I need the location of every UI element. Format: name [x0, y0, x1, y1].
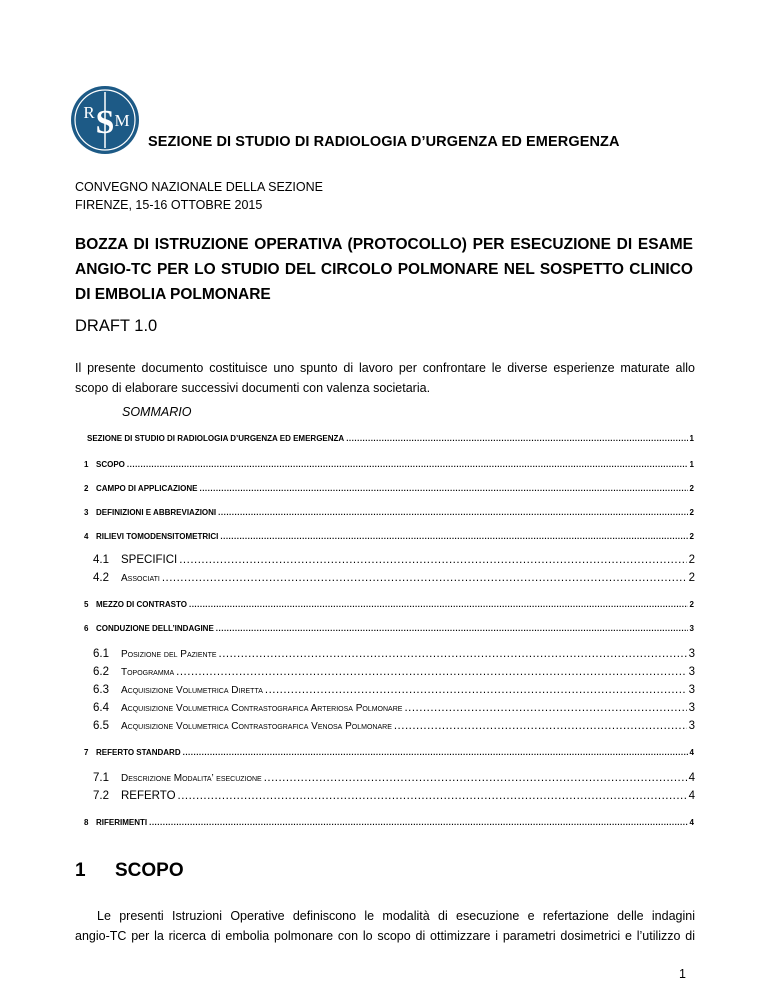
toc-entry-number: 7 — [84, 748, 89, 757]
toc-entry-number: 3 — [84, 508, 89, 517]
body-line: Le presenti Istruzioni Operative definiscono le modalità di esecuzione e refertazione delle indagini — [97, 909, 695, 923]
toc-entry-label: SCOPO — [96, 460, 125, 469]
toc-entry[interactable] — [87, 434, 694, 443]
toc-leader-dots — [264, 772, 687, 784]
toc-entry-label: Descrizione Modalita’ esecuzione — [121, 773, 262, 784]
svg-text:M: M — [114, 111, 130, 130]
toc-entry-page: 3 — [688, 684, 695, 696]
toc-subentry[interactable] — [93, 720, 695, 732]
toc-entry-label: RIFERIMENTI — [96, 818, 148, 827]
toc-subentry[interactable] — [93, 572, 695, 584]
toc-entry-page: 2 — [689, 508, 694, 517]
toc-entry-label: DEFINIZIONI E ABBREVIAZIONI — [96, 508, 217, 517]
toc-leader-dots — [394, 720, 687, 732]
toc-entry[interactable] — [84, 508, 694, 517]
toc-entry-page: 3 — [688, 648, 695, 660]
draft-version: DRAFT 1.0 — [75, 317, 158, 335]
svg-text:R: R — [83, 103, 95, 122]
toc-subentry[interactable] — [93, 554, 695, 566]
sommario-heading: SOMMARIO — [122, 405, 192, 419]
toc-entry-number: 2 — [84, 484, 89, 493]
toc-entry-number: 1 — [84, 460, 89, 469]
toc-leader-dots — [346, 434, 687, 443]
toc-entry-number: 6 — [84, 624, 89, 633]
toc-leader-dots — [179, 554, 686, 566]
toc-entry-label: Associati — [121, 573, 160, 584]
document-title-line: DI EMBOLIA POLMONARE — [75, 286, 271, 303]
toc-entry-number: 6.5 — [93, 720, 109, 732]
toc-entry-label: REFERTO STANDARD — [96, 748, 181, 757]
toc-entry-page: 4 — [689, 748, 694, 757]
convegno-line: CONVEGNO NAZIONALE DELLA SEZIONE — [75, 180, 323, 194]
toc-entry-page: 1 — [689, 434, 694, 443]
toc-entry[interactable] — [84, 818, 694, 827]
section-title: SEZIONE DI STUDIO DI RADIOLOGIA D’URGENZA ED EMERGENZA — [148, 134, 620, 150]
toc-entry-page: 3 — [688, 702, 695, 714]
toc-subentry[interactable] — [93, 666, 695, 678]
toc-leader-dots — [404, 702, 686, 714]
toc-entry[interactable] — [84, 600, 694, 609]
toc-entry-label: Topogramma — [121, 667, 175, 678]
toc-leader-dots — [265, 684, 687, 696]
toc-entry-label: CONDUZIONE DELL’INDAGINE — [96, 624, 214, 633]
toc-entry[interactable] — [84, 460, 694, 469]
toc-leader-dots — [178, 790, 687, 802]
toc-leader-dots — [183, 748, 688, 757]
toc-entry[interactable] — [84, 748, 694, 757]
toc-subentry[interactable] — [93, 648, 695, 660]
toc-leader-dots — [176, 666, 686, 678]
toc-entry-page: 1 — [689, 460, 694, 469]
toc-leader-dots — [220, 532, 687, 541]
toc-entry-number: 7.1 — [93, 772, 109, 784]
scopo-paragraph — [75, 906, 695, 946]
toc-entry-label: MEZZO DI CONTRASTO — [96, 600, 187, 609]
toc-entry[interactable] — [84, 484, 694, 493]
section-heading-text: SCOPO — [115, 860, 184, 881]
toc-entry-page: 4 — [688, 772, 695, 784]
toc-entry-label: REFERTO — [121, 790, 176, 802]
page-number: 1 — [679, 967, 686, 981]
toc-entry-label: RILIEVI TOMODENSITOMETRICI — [96, 532, 219, 541]
toc-entry-number: 8 — [84, 818, 89, 827]
toc-leader-dots — [219, 648, 687, 660]
toc-entry-number: 4 — [84, 532, 89, 541]
toc-entry-label: SEZIONE DI STUDIO DI RADIOLOGIA D’URGENZA ED EMERGENZA — [87, 434, 345, 443]
toc-entry-number: 6.2 — [93, 666, 109, 678]
toc-entry-page: 4 — [689, 818, 694, 827]
toc-entry[interactable] — [84, 532, 694, 541]
section-number: 1 — [75, 860, 86, 881]
toc-entry-page: 2 — [688, 572, 695, 584]
toc-entry-page: 3 — [688, 720, 695, 732]
toc-leader-dots — [149, 818, 687, 827]
toc-subentry[interactable] — [93, 790, 695, 802]
toc-subentry[interactable] — [93, 702, 695, 714]
toc-leader-dots — [162, 572, 687, 584]
toc-entry-number: 4.2 — [93, 572, 109, 584]
svg-text:S: S — [95, 104, 115, 141]
toc-entry-number: 6.4 — [93, 702, 109, 714]
toc-entry-label: Acquisizione Volumetrica Contrastografica Arteriosa Polmonare — [121, 703, 403, 714]
toc-leader-dots — [216, 624, 688, 633]
document-title-line: ANGIO-TC PER LO STUDIO DEL CIRCOLO POLMONARE NEL SOSPETTO CLINICO — [75, 261, 693, 278]
toc-entry-label: SPECIFICI — [121, 554, 178, 566]
toc-entry-number: 7.2 — [93, 790, 109, 802]
toc-entry-page: 3 — [688, 666, 695, 678]
toc-entry-page: 3 — [689, 624, 694, 633]
toc-leader-dots — [199, 484, 687, 493]
intro-line: scopo di elaborare successivi documenti con valenza societaria. — [75, 381, 431, 395]
toc-entry[interactable] — [84, 624, 694, 633]
location-date-line: FIRENZE, 15-16 OTTOBRE 2015 — [75, 198, 263, 212]
toc-entry-number: 6.1 — [93, 648, 109, 660]
toc-entry-page: 4 — [688, 790, 695, 802]
toc-entry-number: 4.1 — [93, 554, 109, 566]
toc-leader-dots — [189, 600, 688, 609]
toc-entry-number: 5 — [84, 600, 89, 609]
toc-entry-page: 2 — [688, 554, 695, 566]
intro-line: Il presente documento costituisce uno spunto di lavoro per confrontare le diverse esperienze maturate allo — [75, 361, 695, 375]
toc-entry-label: CAMPO DI APPLICAZIONE — [96, 484, 198, 493]
toc-entry-page: 2 — [689, 600, 694, 609]
toc-leader-dots — [127, 460, 688, 469]
toc-entry-page: 2 — [689, 532, 694, 541]
document-title-line: BOZZA DI ISTRUZIONE OPERATIVA (PROTOCOLLO) PER ESECUZIONE DI ESAME — [75, 236, 693, 253]
toc-entry-number: 6.3 — [93, 684, 109, 696]
body-line: angio-TC per la ricerca di embolia polmonare con lo scopo di ottimizzare i parametri dosimetrici e l’utilizzo di — [75, 929, 695, 943]
toc-leader-dots — [218, 508, 687, 517]
toc-subentry[interactable] — [93, 684, 695, 696]
toc-entry-page: 2 — [689, 484, 694, 493]
toc-entry-label: Acquisizione Volumetrica Contrastografica Venosa Polmonare — [121, 721, 392, 732]
toc-entry-label: Acquisizione Volumetrica Diretta — [121, 685, 263, 696]
toc-subentry[interactable] — [93, 772, 695, 784]
section-heading-scopo — [75, 860, 184, 882]
toc-entry-label: Posizione del Paziente — [121, 649, 217, 660]
